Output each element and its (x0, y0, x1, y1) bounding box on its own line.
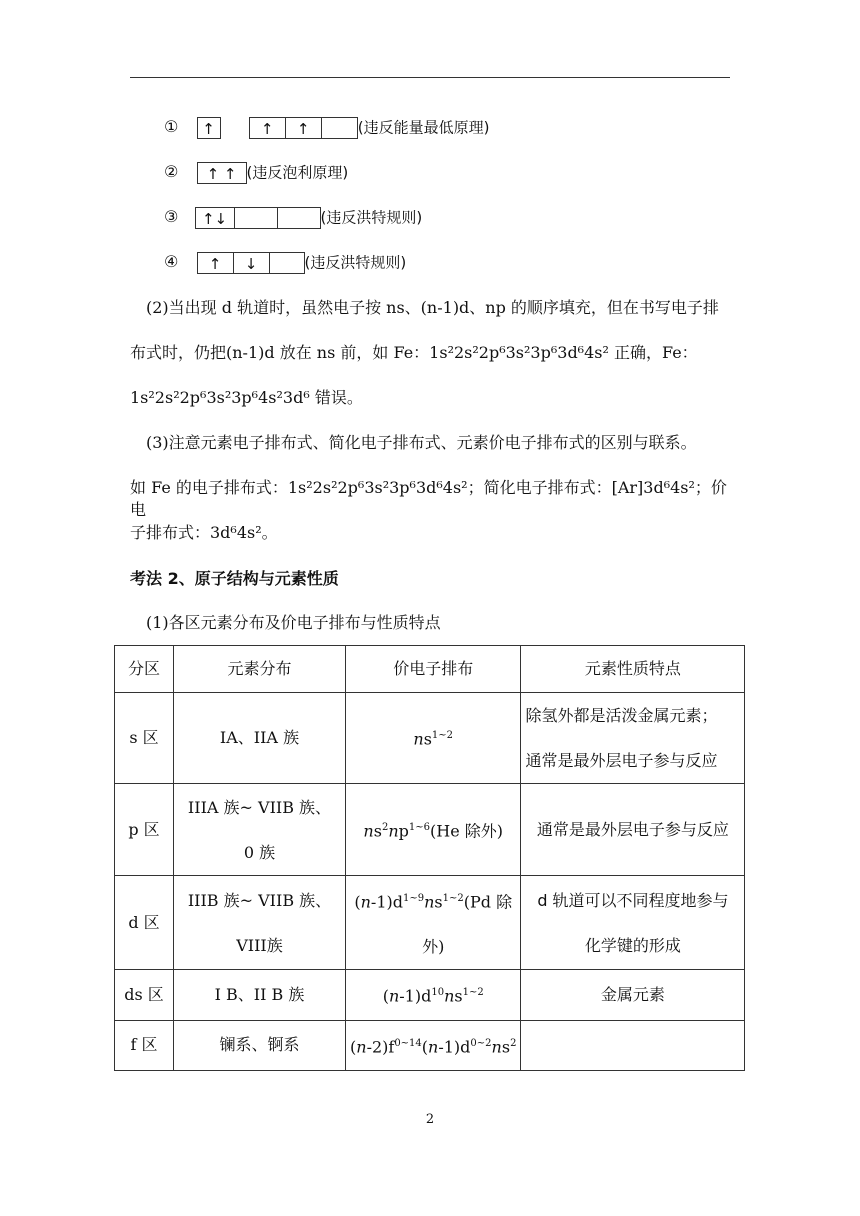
config-cell: $ns^{1\sim 2}$ (346, 693, 521, 784)
arrow-up-icon: ↑ (208, 254, 222, 273)
rule-note: (违反洪特规则) (304, 253, 407, 272)
table-row (115, 693, 745, 784)
rule-note: (违反能量最低原理) (357, 118, 490, 137)
config-cell: $(n-1)d^{10}ns^{1\sim 2}$ (346, 970, 521, 1020)
arrow-up-icon: ↑ (202, 119, 215, 138)
marker: ④ (164, 252, 179, 271)
orbital-box-2p (249, 117, 358, 139)
section-title: 考法 2、原子结构与元素性质 (130, 569, 339, 588)
marker: ② (164, 162, 179, 181)
rule-note: (违反洪特规则) (320, 208, 423, 227)
orbital-example-1 (164, 116, 489, 139)
para3-line2: 如 Fe 的电子排布式：1s²2s²2p⁶3s²3p⁶3d⁶4s²；简化电子排布式：[Ar]3d⁶4s²；价电 (130, 478, 727, 519)
marker: ① (164, 117, 179, 136)
props-cell: d 轨道可以不同程度地参与 化学键的形成 (521, 876, 745, 970)
zone-cell: s 区 (115, 693, 174, 784)
props-cell: 金属元素 (521, 970, 745, 1020)
header-rule (130, 77, 730, 78)
dist-cell: IA、IIA 族 (174, 693, 346, 784)
zone-cell: ds 区 (115, 970, 174, 1020)
dist-cell: IIIB 族~ VIIB 族、 VIII族 (174, 876, 346, 970)
zone-cell: p 区 (115, 784, 174, 876)
para3-line1: (3)注意元素电子排布式、简化电子排布式、元素价电子排布式的区别与联系。 (146, 433, 697, 452)
orbital-box (195, 207, 321, 229)
arrow-up-icon: ↑ ↑ (206, 164, 237, 183)
table-row (115, 1020, 745, 1070)
para2-line2: 布式时，仍把(n-1)d 放在 ns 前，如 Fe：1s²2s²2p⁶3s²3p⁶3d⁶4s² 正确，Fe： (130, 343, 698, 362)
config-cell: $(n-2)f^{0\sim 14}(n-1)d^{0\sim 2}ns^2$ (346, 1020, 521, 1070)
orbital-example-4 (164, 251, 406, 274)
dist-cell: IIIA 族~ VIIB 族、 0 族 (174, 784, 346, 876)
para2-line1: (2)当出现 d 轨道时，虽然电子按 ns、(n-1)d、np 的顺序填充，但在书写电子排 (146, 298, 719, 317)
orbital-example-3 (164, 206, 422, 229)
table-row (115, 970, 745, 1020)
zone-cell: d 区 (115, 876, 174, 970)
header-dist: 元素分布 (174, 646, 346, 693)
marker: ③ (164, 207, 179, 226)
arrow-down-icon: ↓ (244, 254, 258, 273)
config-cell: $(n-1)d^{1\sim 9}ns^{1\sim 2}(Pd$ 除 外) (346, 876, 521, 970)
table-caption: (1)各区元素分布及价电子排布与性质特点 (146, 613, 441, 632)
header-zone: 分区 (115, 646, 174, 693)
arrow-up-down-icon: ↑↓ (201, 209, 228, 228)
table-header-row (115, 646, 745, 693)
table-row (115, 876, 745, 970)
table-row (115, 784, 745, 876)
para3-line3: 子排布式：3d⁶4s²。 (130, 523, 278, 542)
header-config: 价电子排布 (346, 646, 521, 693)
para2-line3: 1s²2s²2p⁶3s²3p⁶4s²3d⁶ 错误。 (130, 388, 363, 407)
arrow-up-icon: ↑ (296, 119, 310, 138)
dist-cell: I B、II B 族 (174, 970, 346, 1020)
props-cell: 除氢外都是活泼金属元素； 通常是最外层电子参与反应 (521, 693, 745, 784)
header-props: 元素性质特点 (521, 646, 745, 693)
orbital-box (197, 252, 305, 274)
orbital-box-1s (197, 117, 221, 139)
zone-cell: f 区 (115, 1020, 174, 1070)
dist-cell: 镧系、锕系 (174, 1020, 346, 1070)
orbital-example-2 (164, 161, 348, 184)
element-zones-table (114, 645, 745, 1071)
props-cell (521, 1020, 745, 1070)
page-number: 2 (425, 1112, 435, 1127)
arrow-up-icon: ↑ (260, 119, 274, 138)
rule-note: (违反泡利原理) (246, 163, 349, 182)
orbital-box (197, 162, 247, 184)
props-cell: 通常是最外层电子参与反应 (521, 784, 745, 876)
config-cell: $ns^2np^{1\sim 6}(He$ 除外) (346, 784, 521, 876)
